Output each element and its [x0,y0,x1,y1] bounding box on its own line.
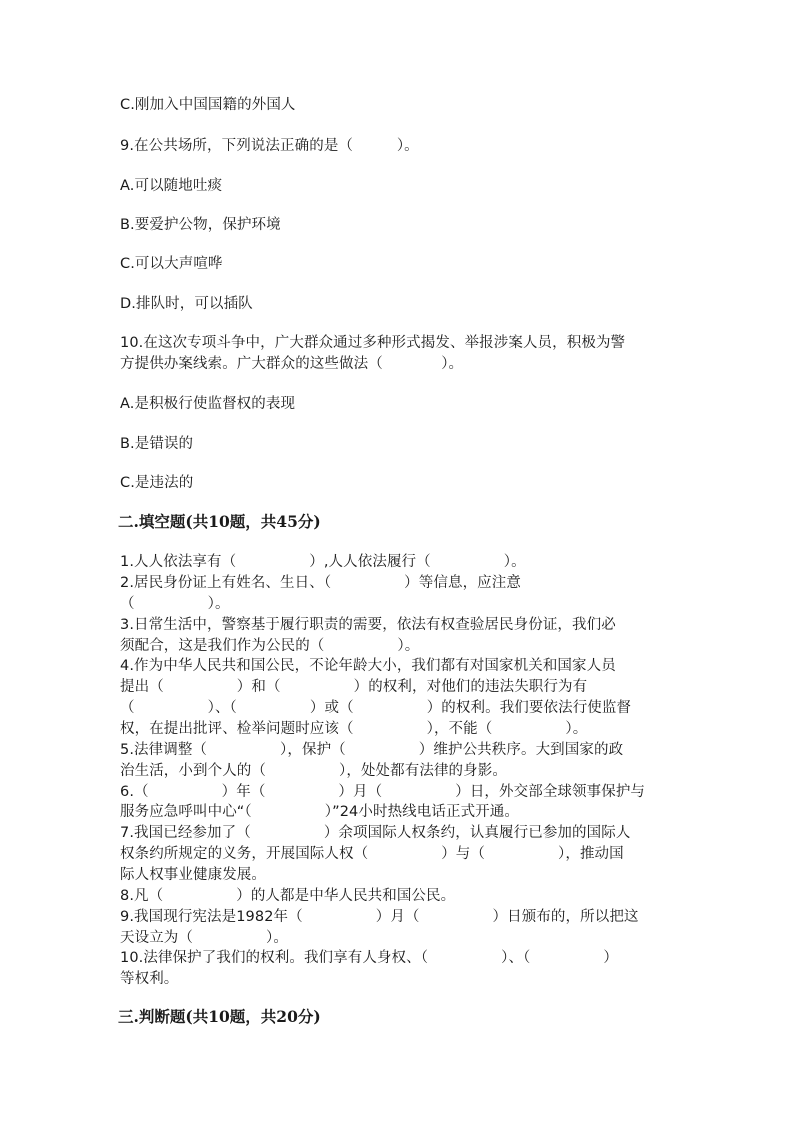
fill-line: 权条约所规定的义务，开展国际人权（ ）与（ ），推动国 [120,846,624,862]
q9-option-c: C.可以大声喧哗 [120,256,223,272]
fill-line: 1.人人依法享有（ ）,人人依法履行（ ）。 [120,554,526,570]
fill-line: 提出（ ）和（ ）的权利，对他们的违法失职行为有 [120,679,588,695]
fill-line: 服务应急呼叫中心“（ ）”24小时热线电话正式开通。 [120,804,519,820]
fill-line: 权，在提出批评、检举问题时应该（ ），不能（ ）。 [120,721,588,737]
fill-line: 8.凡（ ）的人都是中华人民共和国公民。 [120,888,456,904]
q10-option-a: A.是积极行使监督权的表现 [120,396,296,412]
judge-section-heading: 三.判断题(共10题，共20分) [118,1007,321,1026]
fill-line: 3.日常生活中，警察基于履行职责的需要，依法有权查验居民身份证，我们必 [120,617,616,633]
q10-stem-line2: 方提供办案线索。广大群众的这些做法（ ）。 [120,356,464,372]
fill-line: 4.作为中华人民共和国公民，不论年龄大小，我们都有对国家机关和国家人员 [120,658,616,674]
fill-line: 9.我国现行宪法是1982年（ ）月（ ）日颁布的，所以把这 [120,909,639,925]
q9-option-a: A.可以随地吐痰 [120,178,223,194]
q10-option-c: C.是违法的 [120,475,194,491]
fill-line: 6.（ ）年（ ）月（ ）日，外交部全球领事保护与 [120,784,646,800]
fill-line: （ ）。 [120,596,230,612]
fill-line: 5.法律调整（ ），保护（ ）维护公共秩序。大到国家的政 [120,742,624,758]
fill-line: 际人权事业健康发展。 [120,867,266,883]
q9-option-b: B.要爱护公物，保护环境 [120,217,281,233]
fill-line: 须配合，这是我们作为公民的（ ）。 [120,638,420,654]
fill-line: 10.法律保护了我们的权利。我们享有人身权、（ ）、（ ） [120,950,619,966]
fill-line: 等权利。 [120,971,179,987]
fill-line: 2.居民身份证上有姓名、生日、（ ）等信息，应注意 [120,575,521,591]
q8-option-c: C.刚加入中国国籍的外国人 [120,97,296,113]
fill-line: （ ）、（ ）或（ ）的权利。我们要依法行使监督 [120,700,632,716]
fill-line: 7.我国已经参加了（ ）余项国际人权条约，认真履行已参加的国际人 [120,825,631,841]
q10-stem-line1: 10.在这次专项斗争中，广大群众通过多种形式揭发、举报涉案人员，积极为警 [120,335,626,351]
q10-option-b: B.是错误的 [120,436,194,452]
fill-section-heading: 二.填空题(共10题，共45分) [118,512,321,531]
fill-line: 天设立为（ ）。 [120,930,288,946]
fill-line: 治生活，小到个人的（ ），处处都有法律的身影。 [120,763,507,779]
q9-stem: 9.在公共场所，下列说法正确的是（ ）。 [120,138,419,154]
q9-option-d: D.排队时，可以插队 [120,296,253,312]
